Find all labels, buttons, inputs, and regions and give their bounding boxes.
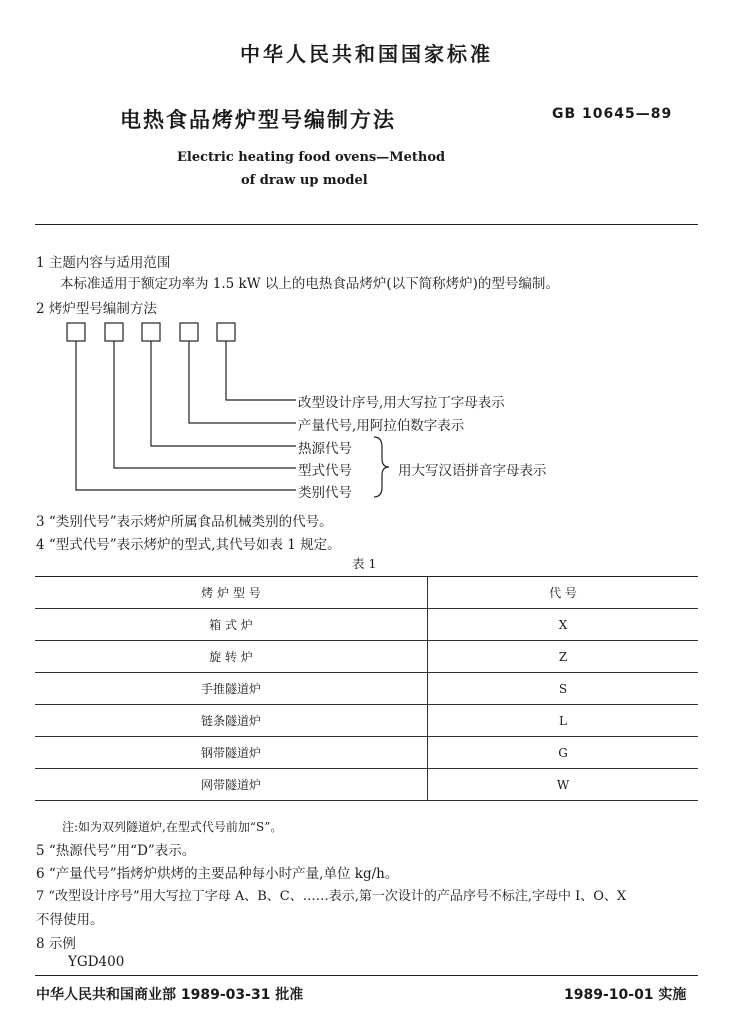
- table-row: [35, 705, 698, 737]
- oven-type-cell: 箱 式 炉: [35, 609, 428, 641]
- leader-line-2: [114, 341, 296, 468]
- table-row: [35, 641, 698, 673]
- label-type-code: 型式代号: [298, 463, 352, 479]
- brace-note: 用大写汉语拼音字母表示: [398, 463, 547, 479]
- english-title-line2: of draw up model: [241, 173, 368, 188]
- section-3: 3 “类别代号”表示烤炉所属食品机械类别的代号。: [36, 514, 333, 530]
- table-row: [35, 609, 698, 641]
- leader-line-4: [189, 341, 296, 423]
- section-2-heading: 2 烤炉型号编制方法: [36, 301, 157, 317]
- code-box-5: [217, 323, 235, 341]
- oven-type-cell: 手推隧道炉: [35, 673, 428, 705]
- code-cell: W: [428, 769, 699, 801]
- oven-type-cell: 旋 转 炉: [35, 641, 428, 673]
- table-caption: 表 1: [352, 556, 377, 571]
- section-5: 5 “热源代号”用“D”表示。: [36, 843, 196, 859]
- code-cell: L: [428, 705, 699, 737]
- code-box-1: [67, 323, 85, 341]
- section-6: 6 “产量代号”指烤炉烘烤的主要品种每小时产量,单位 kg/h。: [36, 866, 399, 882]
- oven-type-cell: 链条隧道炉: [35, 705, 428, 737]
- example-model-code: YGD400: [68, 954, 125, 970]
- label-heat-source-code: 热源代号: [298, 441, 352, 457]
- table-row: [35, 769, 698, 801]
- code-box-2: [105, 323, 123, 341]
- leader-line-3: [151, 341, 296, 446]
- section-8-heading: 8 示例: [36, 936, 76, 952]
- code-cell: S: [428, 673, 699, 705]
- document-title: 电热食品烤炉型号编制方法: [120, 108, 396, 132]
- code-cell: G: [428, 737, 699, 769]
- table-note: 注:如为双列隧道炉,在型式代号前加“S”。: [62, 820, 283, 834]
- table-header-row: [35, 577, 698, 609]
- leader-line-5: [226, 341, 296, 400]
- oven-type-cell: 网带隧道炉: [35, 769, 428, 801]
- footer-divider: [35, 975, 698, 976]
- label-category-code: 类别代号: [298, 485, 352, 501]
- oven-type-cell: 钢带隧道炉: [35, 737, 428, 769]
- header-code: 代 号: [428, 577, 699, 609]
- code-box-3: [142, 323, 160, 341]
- section-7-line1: 7 “改型设计序号”用大写拉丁字母 A、B、C、……表示,第一次设计的产品序号不标注,字母中 I、O、X: [36, 889, 627, 904]
- section-4: 4 “型式代号”表示烤炉的型式,其代号如表 1 规定。: [36, 537, 341, 553]
- section-7-line2: 不得使用。: [36, 912, 104, 928]
- code-cell: Z: [428, 641, 699, 673]
- label-output-code: 产量代号,用阿拉伯数字表示: [298, 418, 465, 434]
- section-1-heading: 1 主题内容与适用范围: [36, 255, 171, 271]
- table-row: [35, 673, 698, 705]
- effective-date: 1989-10-01 实施: [564, 987, 687, 1003]
- section-1-body: 本标准适用于额定功率为 1.5 kW 以上的电热食品烤炉(以下简称烤炉)的型号编制。: [60, 276, 559, 292]
- label-design-serial: 改型设计序号,用大写拉丁字母表示: [298, 395, 505, 411]
- brace-icon: [374, 437, 389, 497]
- approval-line: 中华人民共和国商业部 1989-03-31 批准: [36, 987, 304, 1003]
- table-row: [35, 737, 698, 769]
- code-cell: X: [428, 609, 699, 641]
- header-oven-type: 烤 炉 型 号: [35, 577, 428, 609]
- issuing-authority: 中华人民共和国国家标准: [240, 42, 493, 66]
- oven-type-table: [35, 577, 698, 801]
- standard-code: GB 10645—89: [552, 106, 673, 122]
- code-box-4: [180, 323, 198, 341]
- english-title-line1: Electric heating food ovens—Method: [177, 150, 446, 165]
